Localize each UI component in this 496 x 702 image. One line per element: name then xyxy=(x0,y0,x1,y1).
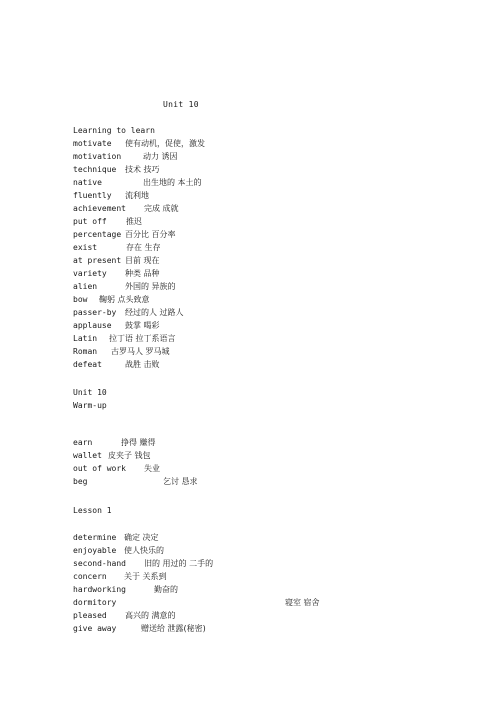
vocab-entry xyxy=(73,533,159,543)
vocab-term: alien xyxy=(73,282,98,291)
vocab-translation: 关于 关系到 xyxy=(124,572,167,581)
vocab-entry xyxy=(73,438,156,448)
vocab-entry xyxy=(73,334,176,344)
vocab-term: second-hand xyxy=(73,559,126,568)
vocab-term: Roman xyxy=(73,347,98,356)
vocab-term: at present xyxy=(73,256,122,265)
vocab-entry xyxy=(73,546,164,556)
vocab-translation: 流利地 xyxy=(125,191,149,200)
vocab-term: bow xyxy=(73,295,88,304)
vocab-translation: 确定 决定 xyxy=(124,533,159,542)
vocab-entry xyxy=(73,282,176,292)
section-heading xyxy=(73,126,155,136)
vocab-entry xyxy=(73,230,176,240)
vocab-translation: 外国的 异族的 xyxy=(125,282,176,291)
vocab-entry xyxy=(73,321,160,331)
vocab-term: give away xyxy=(73,624,117,633)
vocab-translation: 乞讨 恳求 xyxy=(163,477,198,486)
vocab-translation: 使人快乐的 xyxy=(124,546,164,555)
vocab-term: achievement xyxy=(73,204,126,213)
vocab-term: exist xyxy=(73,243,98,252)
vocab-entry xyxy=(73,243,161,253)
vocab-translation: 古罗马人 罗马城 xyxy=(111,347,170,356)
heading-text: Unit 10 xyxy=(73,388,107,397)
vocab-translation: 种类 品种 xyxy=(125,269,160,278)
vocab-term: applause xyxy=(73,321,112,330)
vocab-term: variety xyxy=(73,269,107,278)
vocab-term: wallet xyxy=(73,451,102,460)
vocab-term: motivate xyxy=(73,139,112,148)
vocab-translation: 百分比 百分率 xyxy=(125,230,176,239)
vocab-entry xyxy=(73,464,160,474)
vocab-translation: 出生地的 本土的 xyxy=(143,178,202,187)
vocab-entry xyxy=(73,191,149,201)
vocab-translation: 推迟 xyxy=(126,217,142,226)
vocab-translation: 技术 技巧 xyxy=(125,165,160,174)
vocab-entry xyxy=(73,559,214,569)
vocab-translation: 拉丁语 拉丁系语言 xyxy=(109,334,176,343)
vocab-translation: 高兴的 满意的 xyxy=(125,611,176,620)
vocab-term: dormitory xyxy=(73,598,117,607)
vocab-translation: 寝室 宿舍 xyxy=(285,598,320,607)
vocab-entry xyxy=(73,598,320,608)
vocab-translation: 旧的 用过的 二手的 xyxy=(144,559,214,568)
vocab-entry xyxy=(73,451,151,461)
vocab-entry xyxy=(73,256,160,266)
vocab-translation: 使有动机，促使，激发 xyxy=(125,139,205,148)
vocab-translation: 鼓掌 喝彩 xyxy=(125,321,160,330)
vocab-term: earn xyxy=(73,438,93,447)
vocab-translation: 失业 xyxy=(144,464,160,473)
heading-text: Lesson 1 xyxy=(73,506,112,515)
vocab-entry xyxy=(73,139,205,149)
vocab-entry xyxy=(73,611,176,621)
vocab-translation: 赠送给 泄露(秘密) xyxy=(141,624,206,633)
vocab-term: fluently xyxy=(73,191,112,200)
vocab-translation: 目前 现在 xyxy=(125,256,160,265)
vocab-term: out of work xyxy=(73,464,126,473)
vocab-entry xyxy=(73,217,142,227)
vocab-translation: 战胜 击败 xyxy=(125,360,160,369)
section-heading xyxy=(73,506,112,516)
vocab-entry xyxy=(73,165,160,175)
vocab-entry xyxy=(73,308,184,318)
vocab-translation: 动力 诱因 xyxy=(143,152,178,161)
vocab-translation: 鞠躬 点头致意 xyxy=(99,295,150,304)
vocab-term: motivation xyxy=(73,152,122,161)
section-heading xyxy=(73,388,107,398)
vocab-entry xyxy=(73,178,202,188)
heading-text: Learning to learn xyxy=(73,126,155,135)
vocab-term: defeat xyxy=(73,360,102,369)
vocab-entry xyxy=(73,269,160,279)
vocab-term: percentage xyxy=(73,230,122,239)
vocab-entry xyxy=(73,295,150,305)
vocab-entry xyxy=(73,477,198,487)
section-heading xyxy=(73,401,107,411)
vocab-entry xyxy=(73,347,170,357)
vocab-term: passer-by xyxy=(73,308,117,317)
vocab-term: pleased xyxy=(73,611,107,620)
vocab-entry xyxy=(73,360,160,370)
vocab-term: put off xyxy=(73,217,107,226)
vocab-term: enjoyable xyxy=(73,546,117,555)
vocab-translation: 勤奋的 xyxy=(154,585,178,594)
vocab-term: native xyxy=(73,178,102,187)
vocab-entry xyxy=(73,204,179,214)
vocab-translation: 经过的人 过路人 xyxy=(125,308,184,317)
heading-text: Warm-up xyxy=(73,401,107,410)
vocab-translation: 挣得 赚得 xyxy=(121,438,156,447)
vocab-term: concern xyxy=(73,572,107,581)
vocab-entry xyxy=(73,152,178,162)
vocab-translation: 皮夹子 钱包 xyxy=(108,451,151,460)
vocab-entry xyxy=(73,624,206,634)
vocab-term: technique xyxy=(73,165,117,174)
vocab-entry xyxy=(73,572,167,582)
vocab-translation: 存在 生存 xyxy=(126,243,161,252)
vocab-term: beg xyxy=(73,477,88,486)
vocab-translation: 完成 成就 xyxy=(144,204,179,213)
vocab-term: Latin xyxy=(73,334,98,343)
vocab-entry xyxy=(73,585,178,595)
page-title: Unit 10 xyxy=(163,100,199,109)
vocab-term: hardworking xyxy=(73,585,126,594)
vocab-term: determine xyxy=(73,533,117,542)
